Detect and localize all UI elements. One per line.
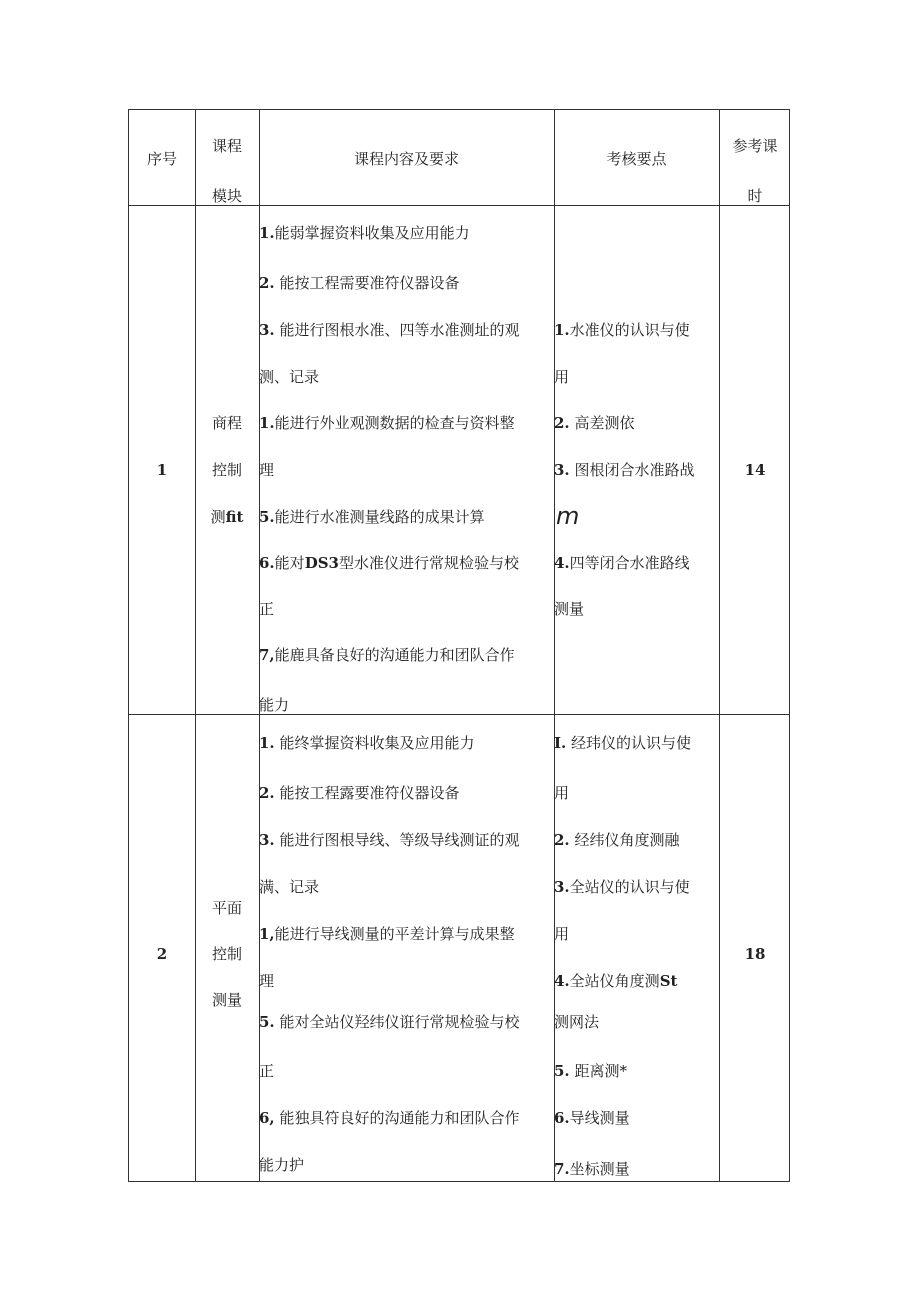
course-table (128, 109, 790, 1182)
header-points: 考核要点 (606, 150, 667, 168)
row1-index: 1 (156, 461, 168, 479)
row1-content-line: 测、记录 (259, 368, 320, 386)
row2-content-line: 1. 能终掌握资料收集及应用能力 (259, 734, 475, 752)
row2-content-line: 1,能进行导线测量的平差计算与成果整 (259, 925, 515, 943)
row1-content-line: 1.能进行外业观测数据的检查与资料整 (259, 414, 515, 432)
row1-content-line: 正 (259, 600, 275, 618)
col-divider (195, 110, 196, 1181)
row2-point-line: 5. 距离测* (554, 1062, 627, 1080)
row1-hours: 14 (744, 461, 766, 479)
row2-point-line: 2. 经纬仪角度测融 (554, 831, 680, 849)
row2-content-line: 6, 能独具符良好的沟通能力和团队合作 (259, 1109, 520, 1127)
col-divider (719, 110, 720, 1181)
row1-content-line: 6.能对DS3型水准仪进行常规检验与校 (259, 554, 519, 572)
header-hours-line1: 参考课 (732, 137, 778, 155)
row2-module-line1: 平面 (211, 899, 242, 917)
row1-content-line: 1.能弱掌握资料收集及应用能力 (259, 224, 470, 242)
row2-content-line: 2. 能按工程露要准符仪器设备 (259, 784, 460, 802)
row1-content-line: 理 (259, 461, 275, 479)
row1-module-line2: 控制 (211, 461, 242, 479)
row1-module-line3-tail: fit (225, 508, 244, 526)
row1-point-line: 3. 图根闭合水准路战 (554, 461, 695, 479)
row2-point-line: 7.坐标测量 (554, 1160, 630, 1178)
row2-module-line2: 控制 (211, 945, 242, 963)
row2-point-line: 3.全站仪的认识与使 (554, 878, 690, 896)
row1-content-line: 5.能进行水准测量线路的成果计算 (259, 508, 485, 526)
row2-point-line: 6.导线测量 (554, 1109, 630, 1127)
row1-content-line: 3. 能进行图根水准、四等水准测址的观 (259, 321, 520, 339)
row2-content-line: 3. 能进行图根导线、等级导线测证的观 (259, 831, 520, 849)
header-hours-line2: 时 (747, 187, 763, 205)
row2-point-line: 测网法 (554, 1013, 600, 1031)
row2-point-line: I. 经玮仪的认识与使 (554, 734, 692, 752)
row2-content-line: 5. 能对全站仪羟纬仪诳行常规检验与校 (259, 1013, 520, 1031)
row2-point-line: 4.全站仪角度测St (554, 972, 678, 990)
row1-module-line3 (195, 507, 259, 527)
row1-point-line: 测量 (554, 600, 585, 618)
row1-module-line1: 商程 (211, 414, 242, 432)
row1-point-line: 2. 高差测依 (554, 414, 635, 432)
header-module-line1: 课程 (211, 137, 242, 155)
row2-module-line3: 测量 (211, 991, 242, 1009)
row1-content-line: 能力 (259, 696, 290, 714)
row1-point-line: 4.四等闭合水准路线 (554, 554, 690, 572)
row2-point-line: 用 (554, 925, 570, 943)
row2-content-line: 满、记录 (259, 878, 320, 896)
row2-hours: 18 (744, 945, 766, 963)
row1-point-line: 用 (554, 368, 570, 386)
header-module-line2: 模块 (211, 187, 242, 205)
row-divider (129, 714, 789, 715)
row2-content-line: 能力护 (259, 1156, 305, 1174)
row2-point-line: 用 (554, 784, 570, 802)
header-content: 课程内容及要求 (353, 150, 459, 168)
row2-content-line: 正 (259, 1062, 275, 1080)
row2-content-line: 理 (259, 972, 275, 990)
row1-content-line: 2. 能按工程需要准符仪器设备 (259, 274, 460, 292)
row1-module-line3-text: 测 (210, 508, 226, 526)
header-index: 序号 (146, 150, 177, 168)
row1-point-line: 1.水准仪的认识与使 (554, 321, 690, 339)
row2-index: 2 (156, 945, 168, 963)
row1-content-line: 7,能鹿具备良好的沟通能力和团队合作 (259, 646, 515, 664)
row1-point-line: m (556, 502, 580, 530)
